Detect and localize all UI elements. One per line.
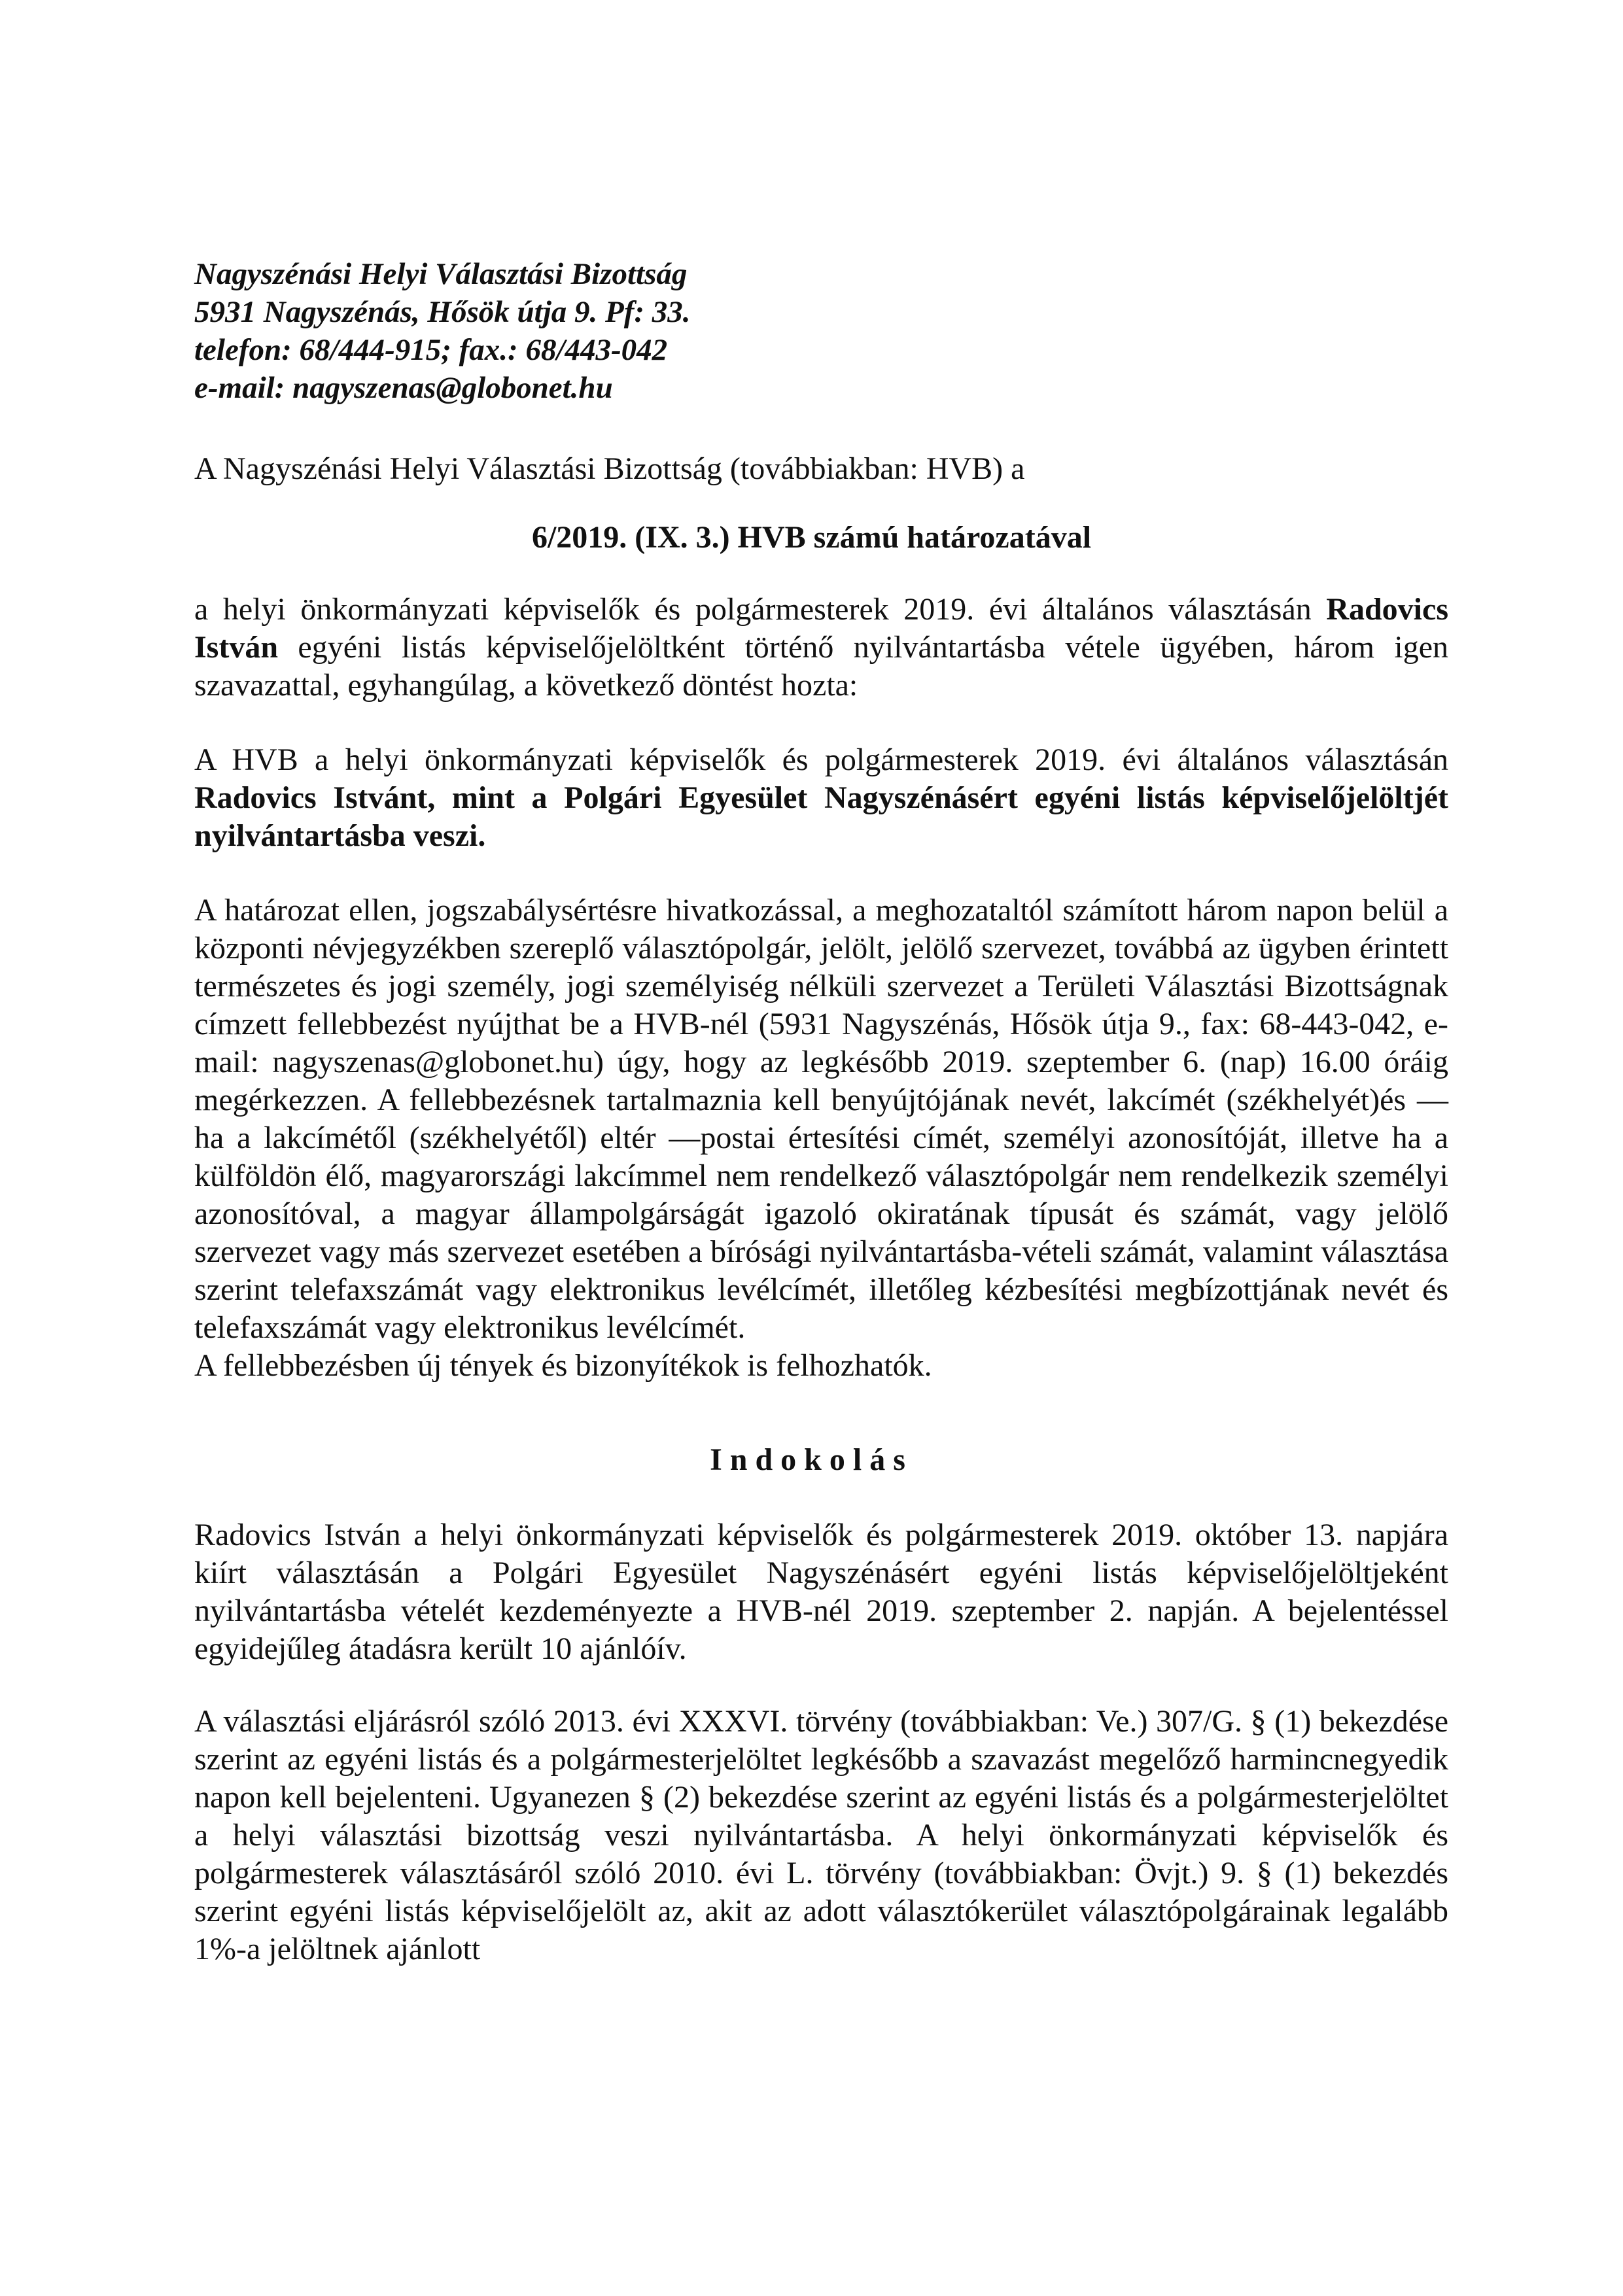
legal-remedy-last-line: A fellebbezésben új tények és bizonyítékok is felhozhatók. — [194, 1348, 932, 1383]
reasoning-paragraph-2: A választási eljárásról szóló 2013. évi XXXVI. törvény (továbbiakban: Ve.) 307/G. § (1) bekezdése szerint az egyéni listás és a polgármesterjelöltet legkésőbb a szavazást megelőző harmincnegyedik napon kell bejelenteni. Ugyanezen § (2) bekezdése szerint az egyéni listás és a polgármesterjelöltet a helyi választási bizottság veszi nyilvántartásba. A helyi önkormányzati képviselők és polgármesterek választásáról szóló 2010. évi L. törvény (továbbiakban: Övjt.) 9. § (1) bekezdés szerint egyéni listás képviselőjelölt az, akit az adott választókerület választópolgárainak legalább 1%-a jelöltnek ajánlott — [194, 1704, 1448, 1966]
reasoning-paragraph-1: Radovics István a helyi önkormányzati képviselők és polgármesterek 2019. október 13. napjára kiírt választásán a Polgári Egyesület Nagyszénásért egyéni listás képviselőjelöltjeként nyilvántartásba vételét kezdeményezte a HVB-nél 2019. szeptember 2. napján. A bejelentéssel egyidejűleg átadásra került 10 ajánlóív. — [194, 1518, 1448, 1666]
reasoning-heading: Indokolás — [710, 1442, 913, 1477]
letterhead-address: 5931 Nagyszénás, Hősök útja 9. Pf: 33. — [194, 295, 691, 329]
decision-text: A HVB a helyi önkormányzati képviselők és polgármesterek 2019. évi általános választásán — [194, 742, 1448, 777]
intro-line: A Nagyszénási Helyi Választási Bizottság (továbbiakban: HVB) a — [194, 451, 1025, 486]
decision-paragraph — [194, 741, 1448, 855]
preamble-text-2: egyéni listás képviselőjelöltként történő nyilvántartásba vétele ügyében, három igen szavazattal, egyhangúlag, a következő döntést hozta: — [194, 630, 1448, 703]
decision-bold-text: Radovics Istvánt, mint a Polgári Egyesület Nagyszénásért egyéni listás képviselőjelöltjét nyilvántartásba veszi. — [194, 780, 1448, 853]
letterhead-phone-fax: telefon: 68/444-915; fax.: 68/443-042 — [194, 333, 668, 367]
candidate-name: Radovics István — [194, 592, 1448, 665]
letterhead — [194, 255, 1448, 407]
legal-remedy-paragraph: A határozat ellen, jogszabálysértésre hivatkozással, a meghozataltól számított három napon belül a központi névjegyzékben szereplő választópolgár, jelölt, jelölő szervezet, továbbá az ügyben érintett természetes és jogi személy, jogi személyiség nélküli szervezet a Területi Választási Bizottságnak címzett fellebbezést nyújthat be a HVB-nél (5931 Nagyszénás, Hősök útja 9., fax: 68-443-042, e-mail: nagyszenas@globonet.hu) úgy, hogy az legkésőbb 2019. szeptember 6. (nap) 16.00 óráig megérkezzen. A fellebbezésnek tartalmaznia kell benyújtójának nevét, lakcímét (székhelyét)és —ha a lakcímétől (székhelyétől) eltér —postai értesítési címét, személyi azonosítóját, illetve ha a külföldön élő, magyarországi lakcímmel nem rendelkező választópolgár nem rendelkezik személyi azonosítóval, a magyar állampolgárságát igazoló okiratának típusát és számát, vagy jelölő szervezet vagy más szervezet esetében a bírósági nyilvántartásba-vételi számát, valamint választása szerint telefaxszámát vagy elektronikus levélcímét, illetőleg kézbesítési megbízottjának nevét és telefaxszámát vagy elektronikus levélcímét. — [194, 893, 1448, 1345]
letterhead-email: e-mail: nagyszenas@globonet.hu — [194, 371, 613, 405]
preamble-text-1: a helyi önkormányzati képviselők és polgármesterek 2019. évi általános választásán — [194, 592, 1327, 627]
decision-number-title: 6/2019. (IX. 3.) HVB számú határozatával — [531, 520, 1092, 555]
preamble-paragraph — [194, 591, 1448, 704]
legal-remedy-section — [194, 892, 1448, 1385]
letterhead-organization: Nagyszénási Helyi Választási Bizottság — [194, 257, 688, 291]
